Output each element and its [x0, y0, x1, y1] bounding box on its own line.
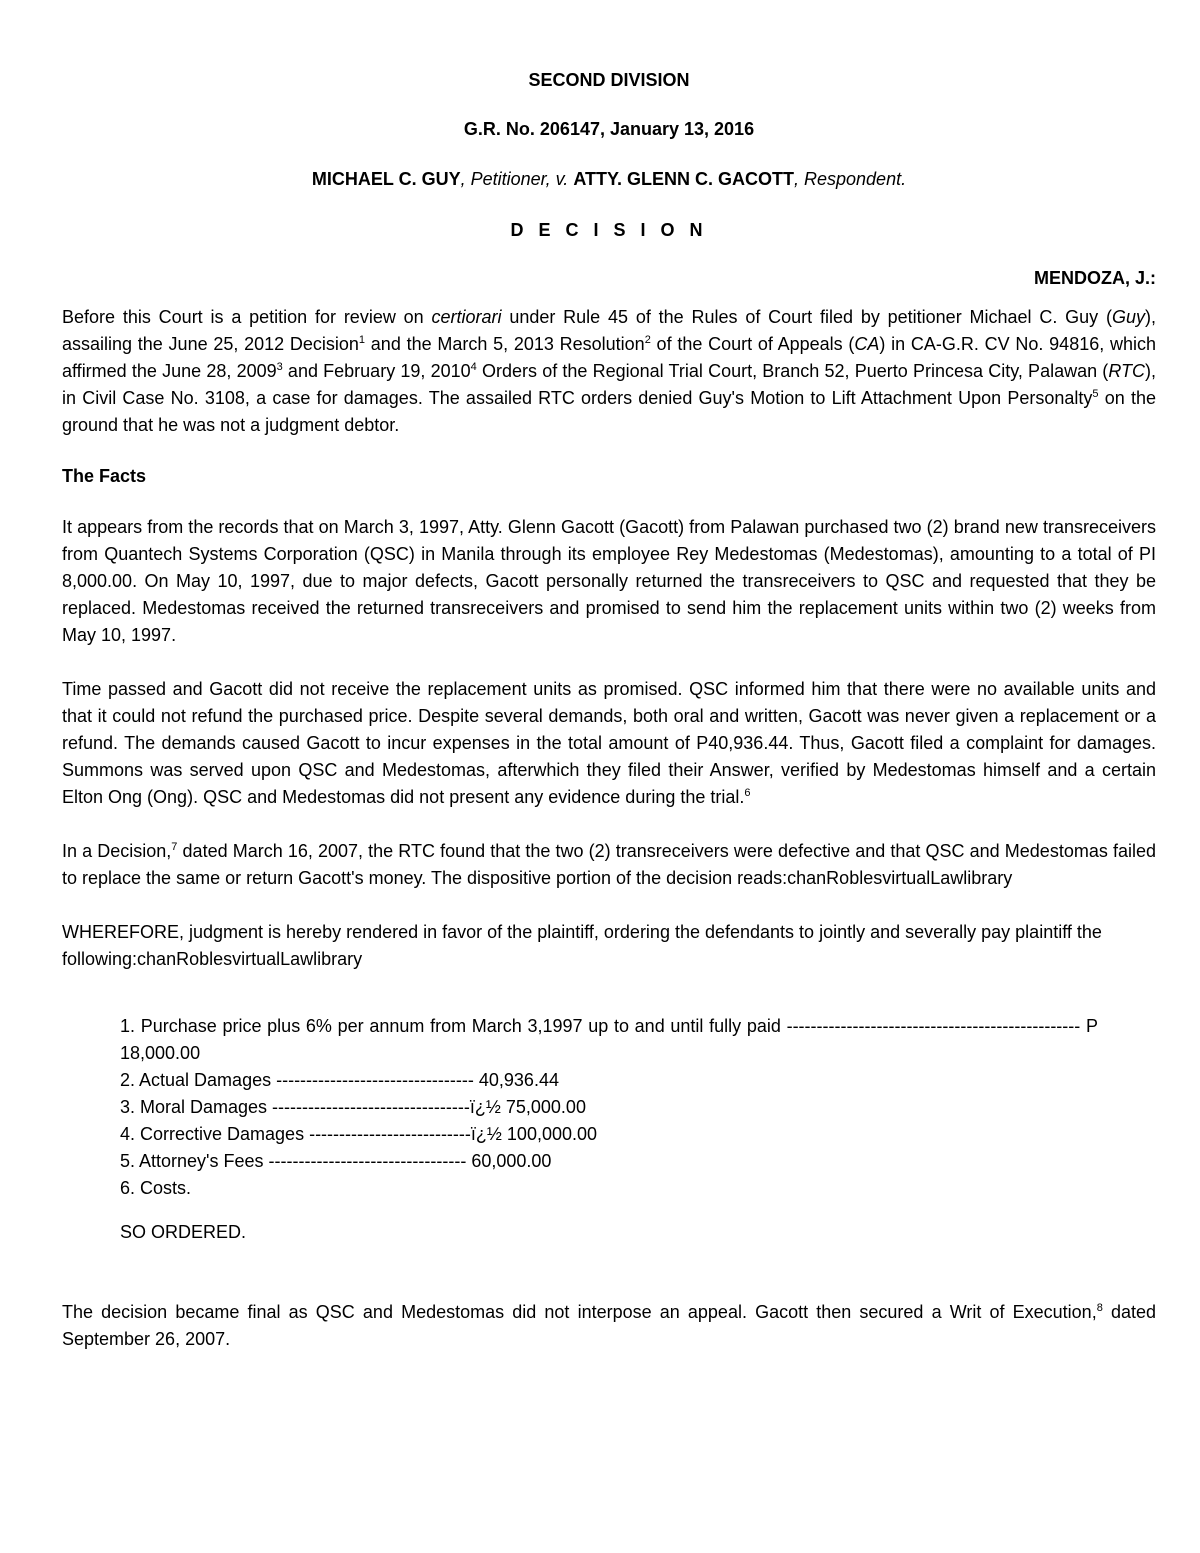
ponente: MENDOZA, J.:	[1033, 268, 1156, 288]
footnote-ref: 5	[1092, 388, 1099, 400]
awards-list	[120, 1013, 1098, 1202]
footnote-ref: 8	[1096, 1302, 1103, 1314]
intro-paragraph: Before this Court is a petition for review on certiorari under Rule 45 of the Rules of Court filed by petitioner Michael C. Guy (Guy), assailing the June 25, 2012 Decision$^1$ and the March 5, 2013 Resolution$^2$ of the Court of Appeals (CA) in CA-G.R. CV No. 94816, which affirmed the June 28, 2009$^3$ and February 19, 2010$^4$ Orders of the Regional Trial Court, Branch 52, Puerto Princesa City, Palawan (RTC), in Civil Case No. 3108, a case for damages. The assailed RTC orders denied Guy's Motion to Lift Attachment Upon Personalty$^5$ on the ground that he was not a judgment debtor.	[62, 307, 1156, 435]
list-item: 2. Actual Damages --------------------------------- 40,936.44	[120, 1070, 559, 1090]
list-item: 1. Purchase price plus 6% per annum from March 3,1997 up to and until fully paid ------------------------------------------------- P 18,000.00	[120, 1016, 1098, 1063]
division-heading: SECOND DIVISION	[528, 70, 690, 90]
footnote-ref: 2	[644, 334, 651, 346]
footnote-ref: 6	[744, 787, 751, 799]
footnote-ref: 1	[358, 334, 366, 346]
case-number: G.R. No. 206147, January 13, 2016	[463, 119, 755, 139]
respondent-name: ATTY. GLENN C. GACOTT	[573, 169, 794, 189]
facts-heading: The Facts	[62, 466, 147, 486]
petitioner-role: , Petitioner, v.	[460, 169, 574, 189]
case-parties	[62, 169, 1156, 190]
facts-paragraph-1: It appears from the records that on March 3, 1997, Atty. Glenn Gacott (Gacott) from Palawan purchased two (2) brand new transreceivers from Quantech Systems Corporation (QSC) in Manila through its employee Rey Medestomas (Medestomas), amounting to a total of PI 8,000.00. On May 10, 1997, due to major defects, Gacott personally returned the transreceivers to QSC and requested that they be replaced. Medestomas received the returned transreceivers and promised to send him the replacement units within two (2) weeks from May 10, 1997.	[62, 517, 1156, 645]
footnote-ref: 7	[171, 841, 178, 853]
list-item: 6. Costs.	[120, 1178, 192, 1198]
footnote-ref: 3	[276, 361, 283, 373]
document-page	[62, 70, 1156, 1380]
wherefore-paragraph: WHEREFORE, judgment is hereby rendered in favor of the plaintiff, ordering the defendants to jointly and severally pay plaintiff the following:chanRoblesvirtualLawlibrary	[62, 922, 1102, 969]
final-paragraph: The decision became final as QSC and Medestomas did not interpose an appeal. Gacott then secured a Writ of Execution,$^8$ dated September 26, 2007.	[62, 1302, 1157, 1349]
so-ordered: SO ORDERED.	[120, 1222, 247, 1242]
decision-title: D E C I S I O N	[510, 220, 708, 240]
respondent-role: , Respondent.	[794, 169, 907, 189]
list-item: 4. Corrective Damages ---------------------------ï¿½ 100,000.00	[120, 1124, 598, 1144]
footnote-ref: 4	[470, 361, 477, 373]
facts-paragraph-3: In a Decision,$^7$ dated March 16, 2007, the RTC found that the two (2) transreceivers were defective and that QSC and Medestomas failed to replace the same or return Gacott's money. The dispositive portion of the decision reads:chanRoblesvirtualLawlibrary	[62, 841, 1156, 888]
petitioner-name: MICHAEL C. GUY	[311, 169, 461, 189]
list-item: 5. Attorney's Fees --------------------------------- 60,000.00	[120, 1151, 552, 1171]
list-item: 3. Moral Damages ---------------------------------ï¿½ 75,000.00	[120, 1097, 586, 1117]
facts-paragraph-2: Time passed and Gacott did not receive the replacement units as promised. QSC informed him that there were no available units and that it could not refund the purchased price. Despite several demands, both oral and written, Gacott was never given a replacement or a refund. The demands caused Gacott to incur expenses in the total amount of P40,936.44. Thus, Gacott filed a complaint for damages. Summons was served upon QSC and Medestomas, afterwhich they filed their Answer, verified by Medestomas himself and a certain Elton Ong (Ong). QSC and Medestomas did not present any evidence during the trial.$^6$	[62, 679, 1156, 807]
